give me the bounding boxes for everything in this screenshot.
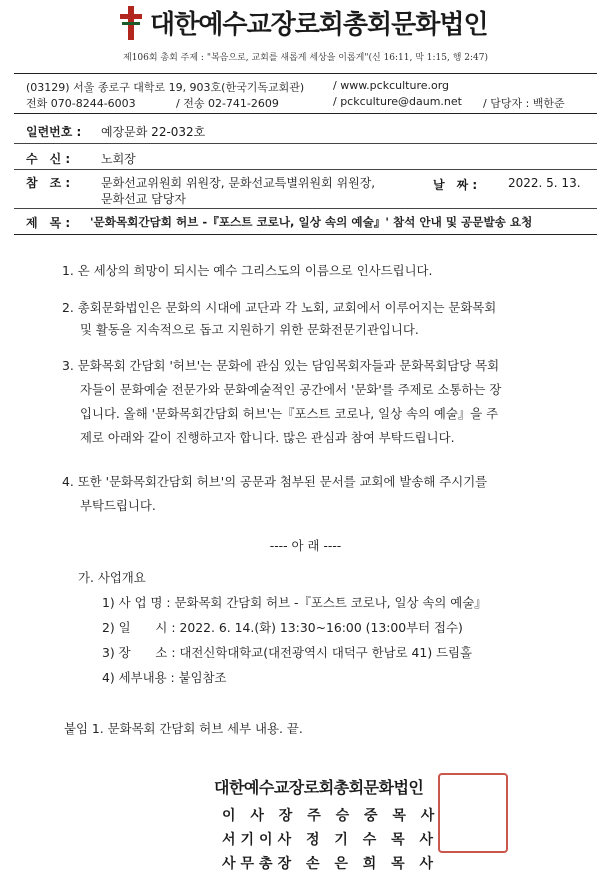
paragraph-line: 부탁드립니다.	[80, 498, 156, 513]
recipient: 노회장	[101, 152, 136, 166]
signature-org: 대한예수교장로회총회문화법인	[214, 778, 424, 797]
overview-item	[102, 665, 487, 690]
paragraph-line: 자들이 문화예술 전문가와 문화예술적인 공간에서 '문화'를 주제로 소통하는 장	[80, 382, 502, 397]
overview-heading: 가. 사업개요	[78, 570, 146, 585]
paragraph-2	[62, 297, 496, 341]
signature-line-2: 서기이사 정 기 수 목 사	[222, 832, 439, 848]
cc-label: 참 조 :	[26, 176, 71, 190]
fax: / 전송 02-741-2609	[176, 97, 279, 110]
paragraph-number: 3.	[62, 358, 74, 373]
doc-no-label: 일련번호 :	[26, 125, 82, 139]
overview-item-value: 2022. 6. 14.(화) 13:30~16:00 (13:00부터 접수)	[179, 620, 463, 635]
paragraph-line: 입니다. 올해 '문화목회간담회 허브'는『포스트 코로나, 일상 속의 예술』을 주	[80, 406, 499, 421]
paragraph-3	[62, 354, 501, 450]
meta-rule-bottom	[14, 234, 597, 235]
signature-line-3: 사무총장 손 은 희 목 사	[222, 856, 439, 872]
paragraph-4	[62, 470, 487, 518]
paragraph-line: 또한 '문화목회간담회 허브'의 공문과 첨부된 문서를 교회에 발송해 주시기를	[77, 474, 488, 489]
overview-item-label: 4) 세부내용 :	[102, 670, 175, 685]
paragraph-1	[62, 260, 432, 282]
paragraph-line: 온 세상의 희망이 되시는 예수 그리스도의 이름으로 인사드립니다.	[77, 263, 433, 278]
phone: 전화 070-8244-6003	[26, 97, 136, 110]
website: / www.pckculture.org	[333, 79, 450, 92]
paragraph-number: 4.	[62, 474, 74, 489]
paragraph-line: 및 활동을 지속적으로 돕고 지원하기 위한 문화전문기관입니다.	[80, 322, 419, 337]
paragraph-number: 2.	[62, 300, 74, 315]
overview-item-value: 문화목회 간담회 허브 -『포스트 코로나, 일상 속의 예술』	[174, 595, 487, 610]
email: / pckculture@daum.net	[333, 95, 462, 108]
cc-line-1: 문화선교위원회 위원장, 문화선교특별위원회 위원장,	[101, 176, 376, 190]
overview-item	[102, 615, 487, 640]
doc-no: 예장문화 22-032호	[101, 125, 206, 139]
notice-divider: ---- 아 래 ----	[269, 538, 342, 553]
meta-divider	[14, 169, 597, 170]
paragraph-line: 문화목회 간담회 '허브'는 문화에 관심 있는 담임목회자들과 문화목회담당 목회	[77, 358, 500, 373]
overview-list	[102, 590, 487, 690]
date: 2022. 5. 13.	[508, 176, 581, 190]
subject: '문화목회간담회 허브 -『포스트 코로나, 일상 속의 예술』' 참석 안내 및 공문발송 요청	[90, 215, 533, 229]
overview-item-value: 대전신학대학교(대전광역시 대덕구 한남로 41) 드림홀	[179, 645, 472, 660]
recipient-label: 수 신 :	[26, 152, 71, 166]
overview-item-label: 1) 사 업 명 :	[102, 595, 171, 610]
paragraph-line: 제로 아래와 같이 진행하고자 합니다. 많은 관심과 참여 부탁드립니다.	[80, 430, 455, 445]
overview-item-label: 2) 일 시 :	[102, 620, 176, 635]
paragraph-line: 총회문화법인은 문화의 시대에 교단과 각 노회, 교회에서 이루어지는 문화목회	[77, 300, 497, 315]
subject-label: 제 목 :	[26, 216, 71, 230]
manager: / 담당자 : 백한준	[483, 97, 565, 110]
org-title: 대한예수교장로회총회문화법인	[150, 10, 488, 40]
attachment-note: 붙임 1. 문화목회 간담회 허브 세부 내용. 끝.	[64, 721, 303, 736]
paragraph-number: 1.	[62, 263, 74, 278]
address: (03129) 서울 종로구 대학로 19, 903호(한국기독교회관)	[26, 81, 305, 94]
assembly-motto: 제106회 총회 주제 : "복음으로, 교회를 새롭게 세상을 이롭게"(신 16:11, 막 1:15, 행 2:47)	[123, 53, 488, 63]
overview-item-label: 3) 장 소 :	[102, 645, 176, 660]
header-rule-top	[14, 73, 597, 74]
signature-line-1: 이 사 장 주 승 중 목 사	[222, 808, 440, 824]
cross-logo-icon	[118, 6, 144, 40]
meta-divider	[14, 208, 597, 209]
overview-item	[102, 590, 487, 615]
cc-line-2: 문화선교 담당자	[101, 192, 186, 206]
overview-item	[102, 640, 487, 665]
overview-item-value: 붙임참조	[178, 670, 227, 685]
date-label: 날 짜 :	[433, 178, 478, 192]
official-seal-stamp	[438, 773, 508, 853]
meta-divider	[14, 143, 597, 144]
header-rule-bottom	[14, 113, 597, 114]
